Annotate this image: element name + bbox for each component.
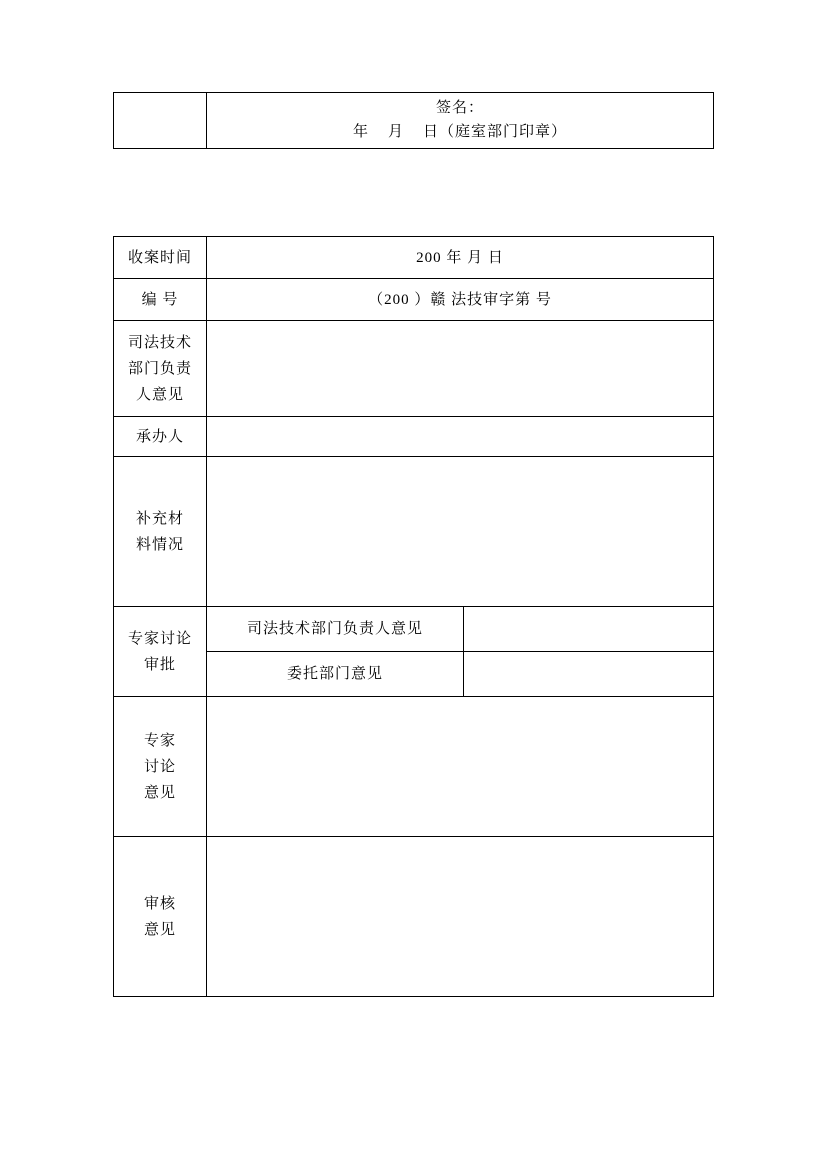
label-supplementary-materials: 补充材 料情况 — [114, 457, 207, 607]
signature-empty-cell — [114, 93, 207, 149]
table-row-expert-discussion-opinion — [114, 697, 714, 837]
expert-approval-subtable — [207, 607, 713, 696]
table-row-review-opinion — [114, 837, 714, 997]
value-serial-number[interactable]: （200 ）赣 法技审字第 号 — [207, 279, 714, 321]
label-dept-head-opinion: 司法技术 部门负责 人意见 — [114, 321, 207, 417]
label-expert-approval: 专家讨论 审批 — [114, 607, 207, 697]
table-row — [207, 607, 713, 652]
case-review-form-table — [113, 236, 714, 997]
expert-approval-subtable-cell — [207, 607, 714, 697]
value-receipt-time[interactable]: 200 年 月 日 — [207, 237, 714, 279]
value-dept-head-opinion-sub[interactable] — [464, 607, 714, 652]
table-row-receipt-time — [114, 237, 714, 279]
table-row-supplementary-materials — [114, 457, 714, 607]
label-entrusting-dept-opinion: 委托部门意见 — [207, 652, 464, 697]
value-expert-discussion-opinion[interactable] — [207, 697, 714, 837]
label-dept-head-opinion-sub: 司法技术部门负责人意见 — [207, 607, 464, 652]
table-row-handler — [114, 417, 714, 457]
label-review-opinion: 审核 意见 — [114, 837, 207, 997]
label-handler: 承办人 — [114, 417, 207, 457]
value-handler[interactable] — [207, 417, 714, 457]
value-review-opinion[interactable] — [207, 837, 714, 997]
label-expert-discussion-opinion: 专家 讨论 意见 — [114, 697, 207, 837]
signature-date-seal: 年 月 日（庭室部门印章） — [352, 124, 567, 140]
table-row-serial-number — [114, 279, 714, 321]
signature-content-cell — [207, 93, 714, 149]
table-row-dept-head-opinion — [114, 321, 714, 417]
signature-label: 签名： — [435, 100, 484, 116]
table-row — [207, 652, 713, 697]
label-serial-number: 编 号 — [114, 279, 207, 321]
signature-table — [113, 92, 714, 149]
value-dept-head-opinion[interactable] — [207, 321, 714, 417]
table-row — [114, 93, 714, 149]
value-entrusting-dept-opinion[interactable] — [464, 652, 714, 697]
table-row-expert-approval — [114, 607, 714, 697]
label-receipt-time: 收案时间 — [114, 237, 207, 279]
value-supplementary-materials[interactable] — [207, 457, 714, 607]
